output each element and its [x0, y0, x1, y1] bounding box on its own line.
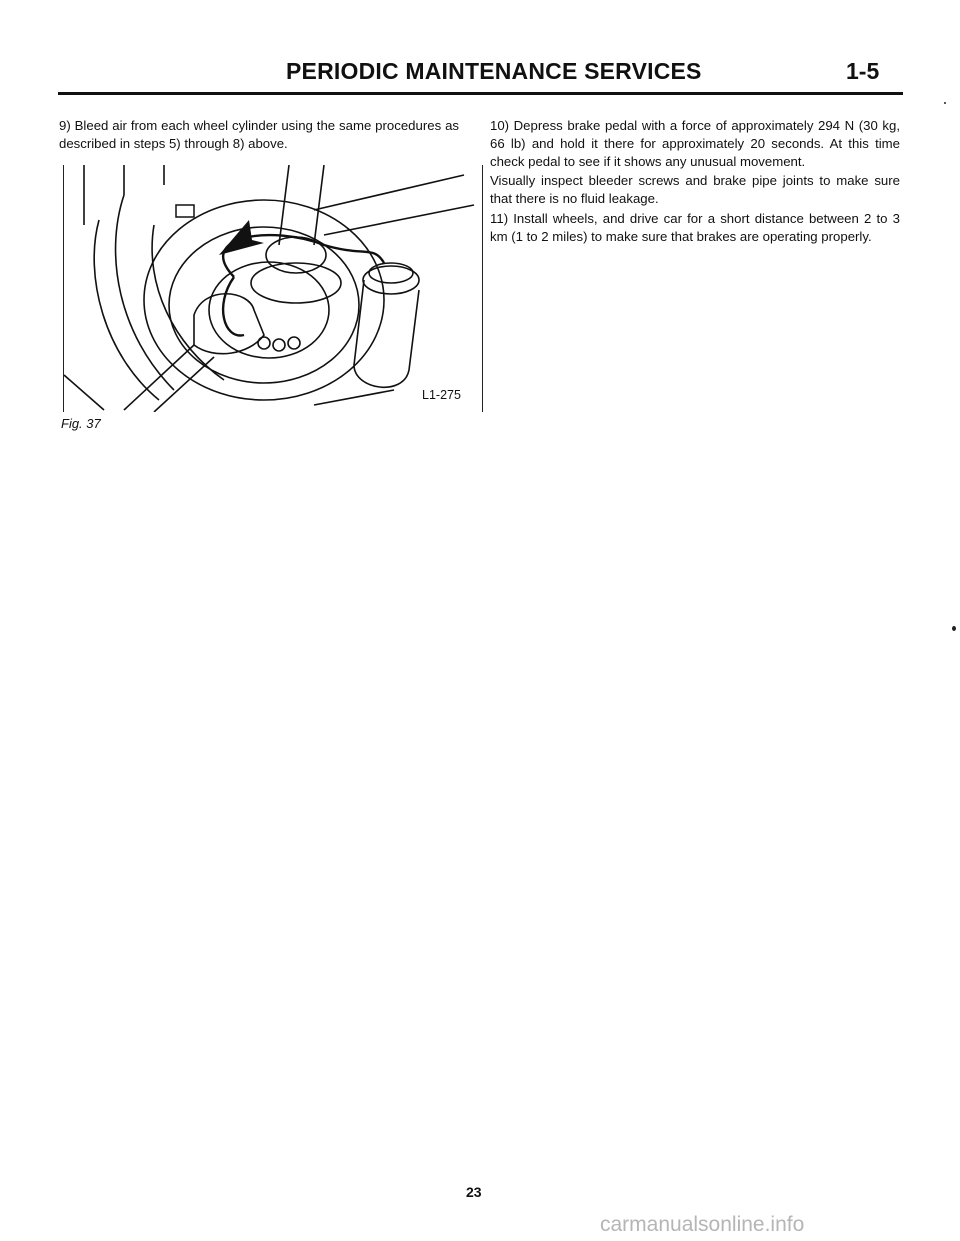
step-10-text: 10) Depress brake pedal with a force of approximately 294 N (30 kg, 66 lb) and hold it there for approximately 20 seconds. At this time check pedal to see if it shows any unusual movement. [490, 118, 900, 169]
right-column [490, 117, 900, 248]
step-9-text: 9) Bleed air from each wheel cylinder using the same procedures as described in steps 5) through 8) above. [59, 118, 459, 151]
page-header-title: PERIODIC MAINTENANCE SERVICES [286, 58, 702, 84]
suspension-arm [314, 175, 474, 235]
section-number: 1-5 [846, 58, 880, 84]
figure-37-illustration [63, 165, 483, 412]
header-rule [58, 92, 903, 95]
figure-caption: Fig. 37 [61, 416, 101, 431]
inspection-text: Visually inspect bleeder screws and brake pipe joints to make sure that there is no fluid leakage. [490, 173, 900, 207]
figure-code: L1-275 [422, 388, 461, 402]
fluid-bottle [354, 263, 419, 387]
step-11-text: 11) Install wheels, and drive car for a short distance between 2 to 3 km (1 to 2 miles) to make sure that brakes are operating properly. [490, 210, 900, 244]
hand [194, 294, 264, 354]
scan-speck [952, 626, 956, 631]
pointer-arrow [219, 220, 264, 255]
scan-speck [944, 102, 946, 104]
watermark: carmanualsonline.info [600, 1213, 805, 1236]
page-number: 23 [466, 1184, 482, 1200]
left-column [59, 117, 459, 155]
brake-bleeding-drawing [64, 165, 484, 412]
wheel-arc-outer [94, 220, 159, 400]
